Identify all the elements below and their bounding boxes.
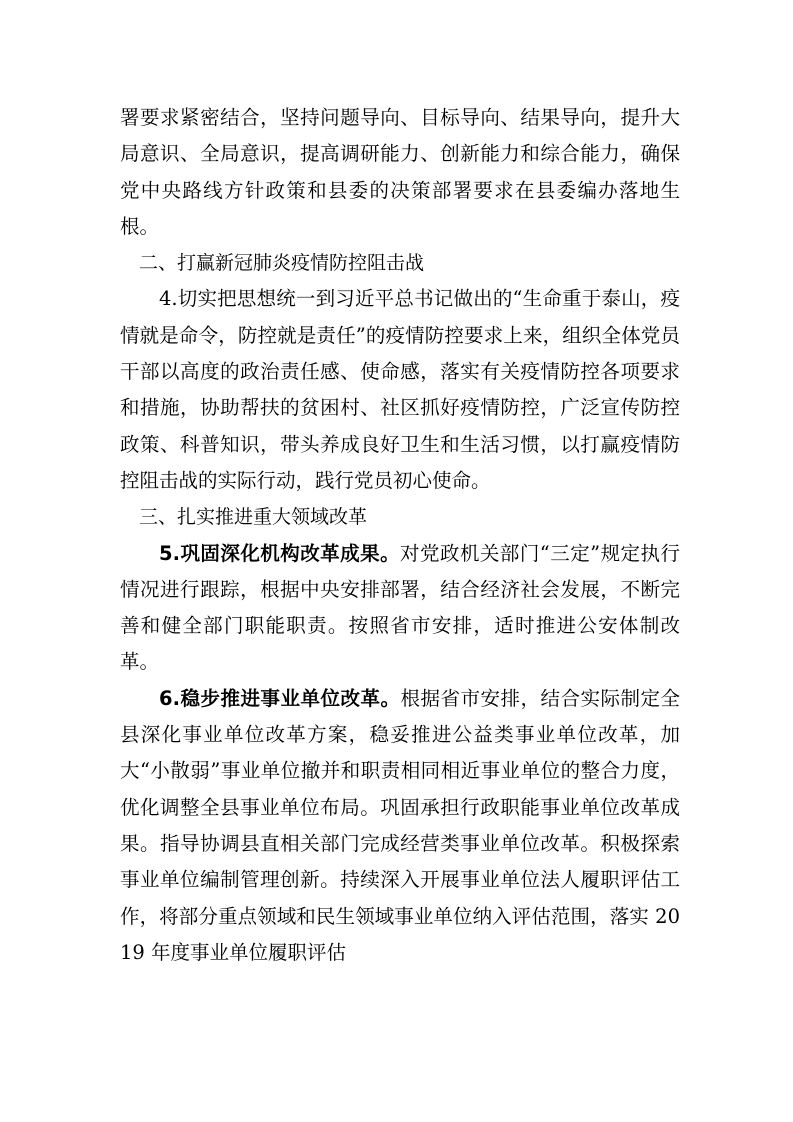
section-heading-3: 三、扎实推进重大领域改革 <box>139 506 368 529</box>
section-heading-2: 二、打赢新冠肺炎疫情防控阻击战 <box>139 252 425 275</box>
item-6-lead: 6.稳步推进事业单位改革。 <box>159 686 401 710</box>
paragraph-item-4: 4.切实把思想统一到习近平总书记做出的“生命重于泰山，疫情就是命令，防控就是责任”的疫情防控要求上来，组织全体党员干部以高度的政治责任感、使命感，落实有关疫情防控各项要求和措施，协助帮扶的贫困村、社区抓好疫情防控，广泛宣传防控政策、科普知识，带头养成良好卫生和生活习惯，以打赢疫情防控阻击战的实际行动，践行党员初心使命。 <box>120 287 680 492</box>
item-6-body: 根据省市安排，结合实际制定全县深化事业单位改革方案，稳妥推进公益类事业单位改革，加大“小散弱”事业单位撤并和职责相同相近事业单位的整合力度，优化调整全县事业单位布局。巩固承担行政职能事业单位改革成果。指导协调县直相关部门完成经营类事业单位改革。积极探索事业单位编制管理创新。持续深入开展事业单位法人履职评估工作，将部分重点领域和民生领域事业单位纳入评估范围，落实 2019 年度事业单位履职评估 <box>120 686 680 964</box>
document-page <box>120 100 680 971</box>
item-5-lead: 5.巩固深化机构改革成果。 <box>159 541 401 565</box>
paragraph-continuation: 署要求紧密结合，坚持问题导向、目标导向、结果导向，提升大局意识、全局意识，提高调研能力、创新能力和综合能力，确保党中央路线方针政策和县委的决策部署要求在县委编办落地生根。 <box>120 106 680 238</box>
item-5-body: 对党政机关部门“三定”规定执行情况进行跟踪，根据中央安排部署，结合经济社会发展，不断完善和健全部门职能职责。按照省市安排，适时推进公安体制改革。 <box>120 541 680 674</box>
paragraph-item-6 <box>120 681 680 971</box>
paragraph-item-5 <box>120 536 680 681</box>
